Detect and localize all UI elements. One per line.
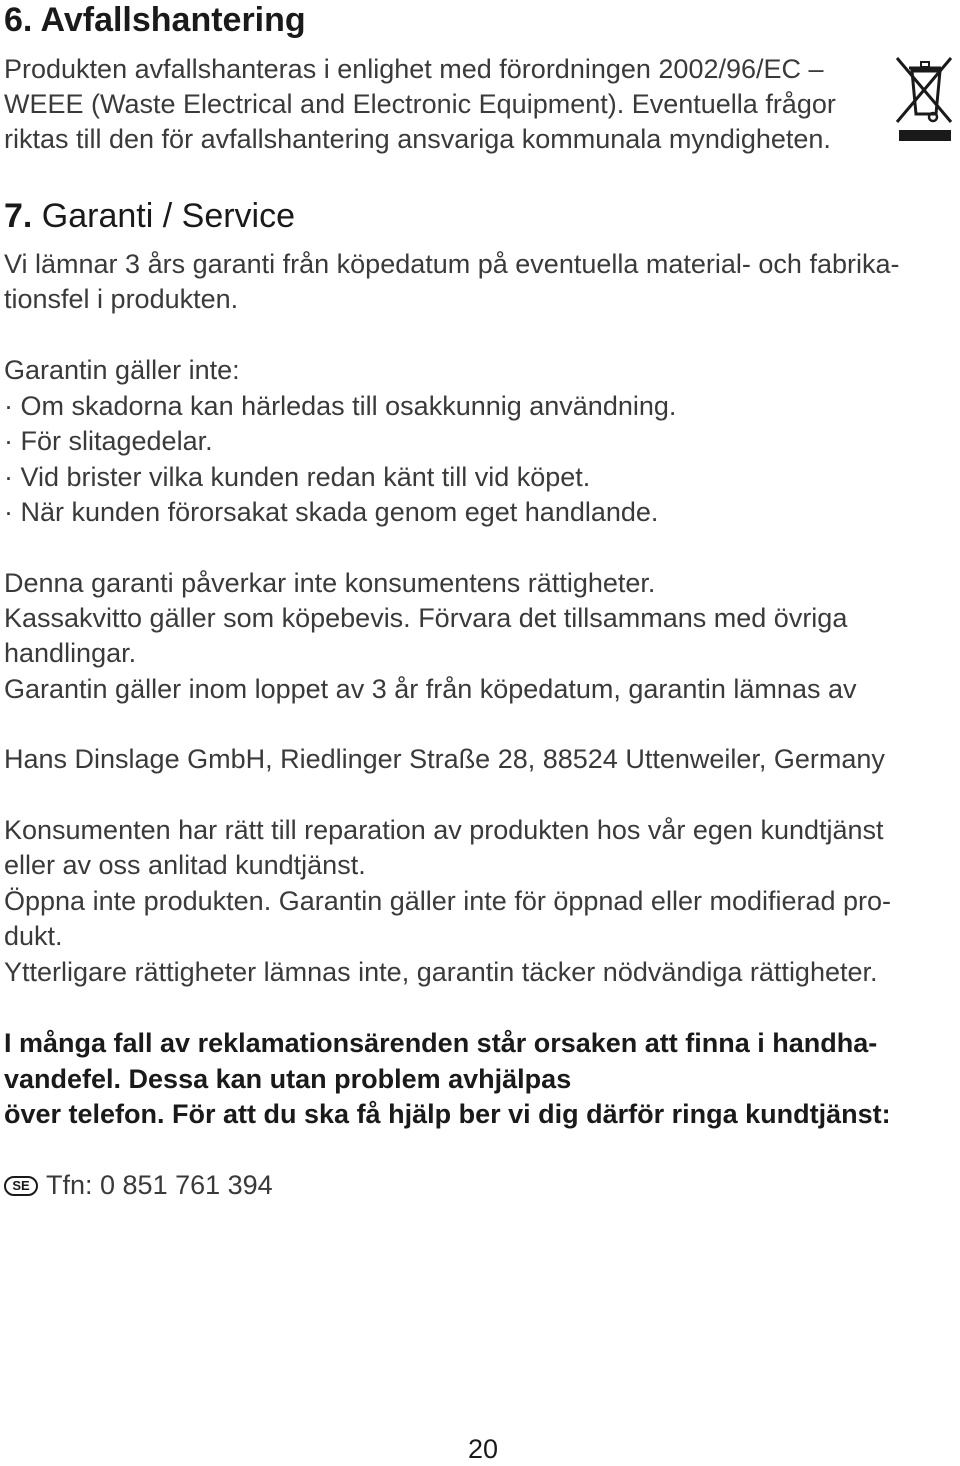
warranty-intro-line-1: Vi lämnar 3 års garanti från köpedatum på eventuella material- och fabrika- [4, 249, 900, 279]
bold-notice-line-1: I många fall av reklamationsärenden står orsaken att finna i handha- [4, 1028, 878, 1058]
crossed-out-wheeled-bin-icon [893, 54, 955, 146]
section-7-heading [4, 196, 295, 236]
exclusion-item: · För slitagedelar. [4, 426, 213, 456]
section-7-number: 7. [4, 197, 33, 235]
section-6-line-1: Produkten avfallshanteras i enlighet med förordningen 2002/96/EC – [4, 54, 824, 84]
repair-line-2: eller av oss anlitad kundtjänst. [4, 850, 366, 880]
bold-notice-line-2: vandefel. Dessa kan utan problem avhjälpas [4, 1064, 572, 1094]
exclusion-item: · Om skadorna kan härledas till osakkunnig användning. [4, 391, 677, 421]
company-address: Hans Dinslage GmbH, Riedlinger Straße 28, 88524 Uttenweiler, Germany [4, 744, 885, 774]
section-6-line-2: WEEE (Waste Electrical and Electronic Equipment). Eventuella frågor [4, 89, 836, 119]
warranty-intro-line-2: tionsfel i produkten. [4, 284, 239, 314]
do-not-open-line-2: dukt. [4, 921, 63, 951]
page-number: 20 [467, 1434, 499, 1464]
country-badge-se: SE [4, 1176, 38, 1196]
section-6-line-3: riktas till den för avfallshantering ansvariga kommunala myndigheten. [4, 124, 831, 154]
exclusion-item: · När kunden förorsakat skada genom eget handlande. [4, 497, 659, 527]
rights-line: Denna garanti påverkar inte konsumentens rättigheter. [4, 568, 656, 598]
exclusions-title: Garantin gäller inte: [4, 355, 240, 385]
do-not-open-line-1: Öppna inte produkten. Garantin gäller inte för öppnad eller modifierad pro- [4, 886, 892, 916]
phone-number: Tfn: 0 851 761 394 [46, 1170, 273, 1200]
bold-notice-line-3: över telefon. För att du ska få hjälp ber vi dig därför ringa kundtjänst: [4, 1099, 891, 1129]
section-7-title: Garanti / Service [32, 197, 296, 235]
repair-line-1: Konsumenten har rätt till reparation av produkten hos vår egen kundtjänst [4, 815, 884, 845]
receipt-line-cont: handlingar. [4, 638, 137, 668]
additional-rights-line: Ytterligare rättigheter lämnas inte, garantin täcker nödvändiga rättigheter. [4, 957, 878, 987]
section-6-heading: 6. Avfallshantering [4, 1, 306, 39]
receipt-line: Kassakvitto gäller som köpebevis. Förvara det tillsammans med övriga [4, 603, 848, 633]
exclusion-item: · Vid brister vilka kunden redan känt till vid köpet. [4, 462, 591, 492]
warranty-period-line: Garantin gäller inom loppet av 3 år från köpedatum, garantin lämnas av [4, 674, 857, 704]
